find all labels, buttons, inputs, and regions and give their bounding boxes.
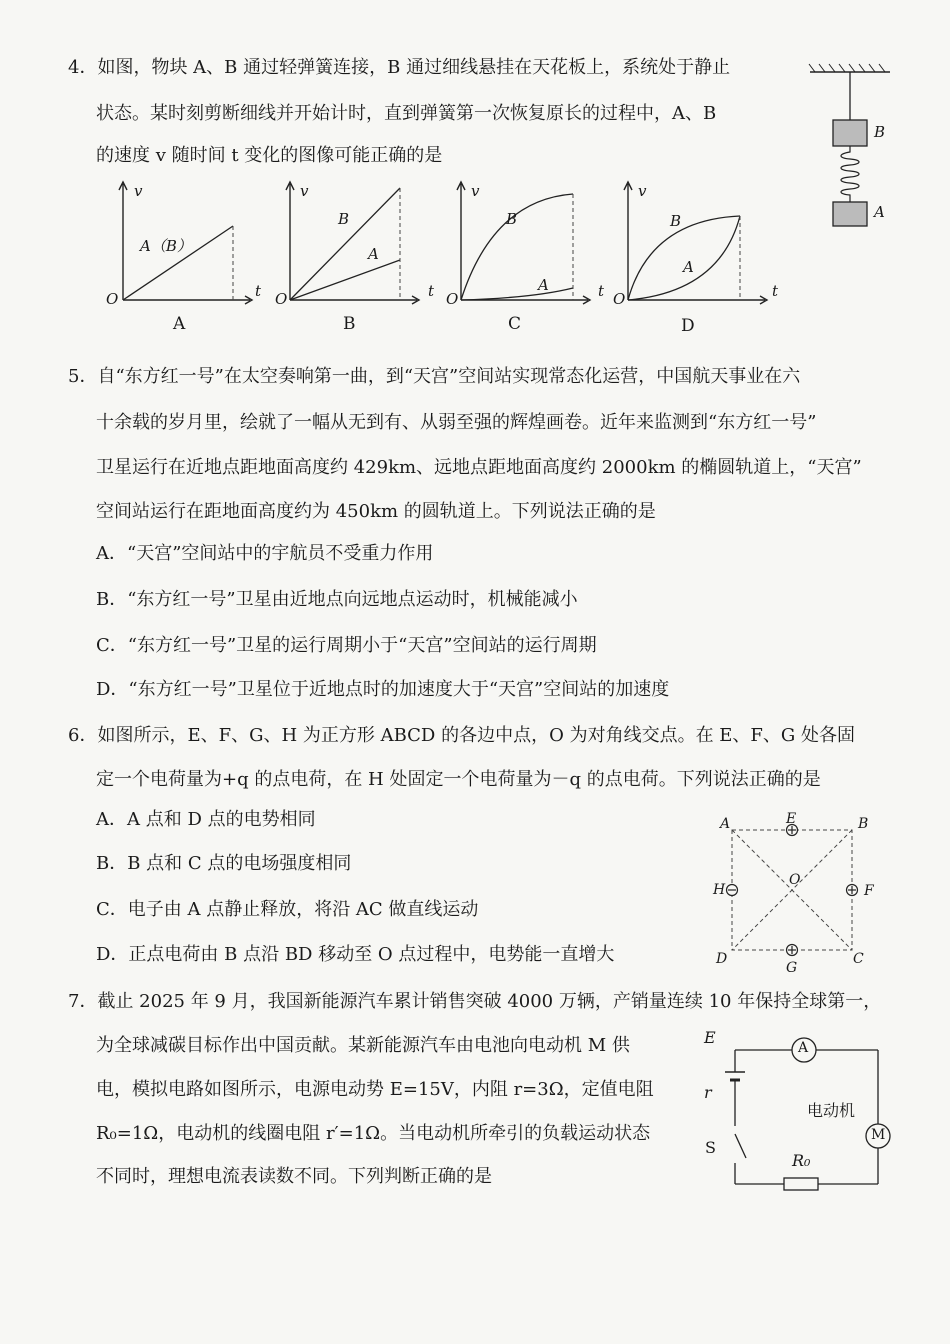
graph-a-v-axis: v (134, 182, 143, 200)
graph-d-t-axis: t (772, 282, 779, 300)
graph-d-label-a: A (683, 258, 694, 276)
q5-option-d: D．“东方红一号”卫星位于近地点时的加速度大于“天宫”空间站的加速度 (96, 679, 670, 700)
graph-b (272, 180, 422, 310)
fig6-label-c: C (853, 951, 864, 967)
graph-b-caption: B (343, 314, 356, 334)
graph-c (443, 180, 593, 310)
graph-c-v-axis: v (471, 182, 480, 200)
graph-d-origin: O (613, 290, 626, 308)
q6-option-c: C．电子由 A 点静止释放，将沿 AC 做直线运动 (96, 899, 479, 920)
graph-b-v-axis: v (300, 182, 309, 200)
q6-option-a: A．A 点和 D 点的电势相同 (96, 809, 316, 830)
spring-label-b: B (874, 123, 886, 141)
graph-d (610, 180, 770, 310)
graph-d-v-axis: v (638, 182, 647, 200)
fig6-label-o: O (789, 872, 801, 888)
q6-option-b: B．B 点和 C 点的电场强度相同 (96, 853, 352, 874)
q6-line-2: 定一个电荷量为+q 的点电荷，在 H 处固定一个电荷量为－q 的点电荷。下列说法正确的是 (96, 769, 821, 790)
graph-b-t-axis: t (428, 282, 435, 300)
graph-a-caption: A (173, 314, 186, 334)
graph-b-label-b: B (338, 210, 350, 228)
q5-line-2: 十余载的岁月里，绘就了一幅从无到有、从弱至强的辉煌画卷。近年来监测到“东方红一号” (96, 412, 817, 433)
q5-option-a: A．“天宫”空间站中的宇航员不受重力作用 (96, 543, 434, 564)
graph-d-label-b: B (670, 212, 682, 230)
circuit-label-e: E (704, 1028, 716, 1047)
circuit-label-r: r (704, 1083, 712, 1102)
spring-label-a: A (874, 203, 885, 221)
q4-line-3: 的速度 v 随时间 t 变化的图像可能正确的是 (96, 145, 443, 166)
graph-d-caption: D (681, 316, 695, 336)
graph-c-label-b: B (506, 210, 518, 228)
fig6-label-a: A (720, 816, 731, 832)
graph-c-t-axis: t (598, 282, 605, 300)
graph-a-curve-label: A（B） (140, 237, 192, 255)
q7-line-2: 为全球减碳目标作出中国贡献。某新能源汽车由电池向电动机 M 供 (96, 1035, 630, 1056)
q6-line-1: 6．如图所示，E、F、G、H 为正方形 ABCD 的各边中点，O 为对角线交点。在 E、F、G 处各固 (68, 725, 856, 746)
square-charge-figure (728, 826, 858, 956)
q4-line-1: 4．如图，物块 A、B 通过轻弹簧连接，B 通过细线悬挂在天花板上，系统处于静止 (68, 57, 731, 78)
motor-text-label: 电动机 (807, 1101, 856, 1120)
ammeter-label: A (798, 1040, 809, 1056)
q5-option-b: B．“东方红一号”卫星由近地点向远地点运动时，机械能减小 (96, 589, 578, 610)
graph-c-caption: C (508, 314, 522, 334)
q7-line-3: 电，模拟电路如图所示，电源电动势 E=15V，内阻 r=3Ω，定值电阻 (96, 1079, 654, 1100)
fig6-label-d: D (716, 951, 728, 967)
q5-option-c: C．“东方红一号”卫星的运行周期小于“天宫”空间站的运行周期 (96, 635, 597, 656)
fig6-label-e: E (786, 811, 797, 827)
graph-c-label-a: A (538, 276, 549, 294)
graph-c-origin: O (446, 290, 459, 308)
circuit-label-s: S (705, 1138, 716, 1157)
q4-line-2: 状态。某时刻剪断细线并开始计时，直到弹簧第一次恢复原长的过程中，A、B (96, 103, 717, 124)
q6-option-d: D．正点电荷由 B 点沿 BD 移动至 O 点过程中，电势能一直增大 (96, 944, 615, 965)
q5-line-4: 空间站运行在距地面高度约为 450km 的圆轨道上。下列说法正确的是 (96, 501, 656, 522)
motor-symbol-label: M (871, 1127, 886, 1143)
fig6-label-f: F (864, 883, 874, 899)
q7-line-1: 7．截止 2025 年 9 月，我国新能源汽车累计销售突破 4000 万辆，产销量连续 10 年保持全球第一， (68, 991, 882, 1012)
fig6-label-b: B (858, 816, 869, 832)
q5-line-1: 5．自“东方红一号”在太空奏响第一曲，到“天宫”空间站实现常态化运营，中国航天事业在六 (68, 366, 801, 387)
graph-b-origin: O (275, 290, 288, 308)
graph-a-t-axis: t (255, 282, 262, 300)
q7-line-4: R₀=1Ω，电动机的线圈电阻 r′=1Ω。当电动机所牵引的负载运动状态 (96, 1123, 651, 1144)
graph-a-origin: O (106, 290, 119, 308)
q5-line-3: 卫星运行在近地点距地面高度约 429km、远地点距地面高度约 2000km 的椭圆轨道上，“天宫” (96, 457, 862, 478)
fig6-label-h: H (713, 882, 726, 898)
fig6-label-g: G (786, 960, 798, 976)
q7-line-5: 不同时，理想电流表读数不同。下列判断正确的是 (96, 1166, 492, 1187)
graph-b-label-a: A (368, 245, 379, 263)
circuit-label-r0: R₀ (792, 1151, 811, 1170)
